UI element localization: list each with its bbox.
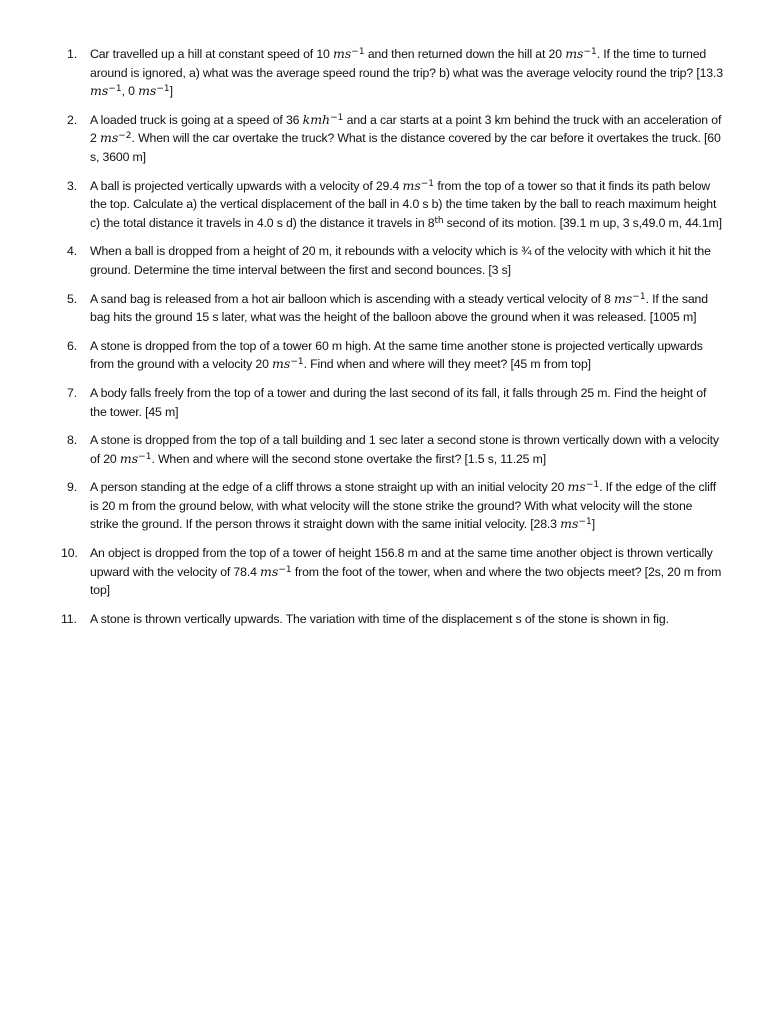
problem-4 [67,242,723,279]
problem-text [90,433,719,466]
problem-number: 1. [67,47,77,61]
unit-base: ms [99,130,119,146]
unit-expression [333,46,365,61]
unit-exponent: −1 [330,112,344,123]
unit-base: ms [402,177,421,193]
unit-exponent: −1 [583,47,597,57]
unit-base: ms [119,450,139,466]
problem-number: 3. [67,178,77,193]
unit-exponent: −1 [290,357,304,368]
unit-exponent: −1 [138,451,152,462]
text-run: A stone is thrown vertically upwards. The variation with time of the displacement s of the stone is shown in fig. [90,611,669,626]
text-run: A stone is dropped from the top of a tall building and 1 sec later a second stone is thrown vertically down with a velocity of 20 [90,433,719,466]
problem-7 [67,384,723,421]
problem-text [90,113,721,164]
unit-base: kmh [302,111,331,127]
unit-exponent: −1 [351,47,365,57]
text-run: When a ball is dropped from a height of 20 m, it rebounds with a velocity which is ¾ of the velocity with which it hit the ground. Determine the time interval between the first and second bounces. [3 s] [90,244,711,277]
text-run: A loaded truck is going at a speed of 36 [90,112,303,127]
unit-base: ms [614,290,633,306]
problem-text [90,480,716,531]
text-run: ] [591,517,595,532]
unit-exponent: −1 [585,480,600,491]
problem-number: 10. [61,546,78,561]
problem-number: 8. [67,433,77,448]
text-run: from the top of a tower so that it finds its path below the top. Calculate a) the vertical displacement of the ball in 4.0 s b) the time taken by the ball to reach maximum height c) the total distance it travels in 4.0 s d) the distance it travels in 8 [90,178,717,230]
problem-text [90,546,721,597]
unit-expression [138,83,170,98]
text-run: from the foot of the tower, when and where the two objects meet? [2s, 20 m from top] [90,564,722,598]
text-run: A stone is dropped from the top of a tower 60 m high. At the same time another stone is projected vertically upwards from the ground with a velocity 20 [90,338,703,372]
problem-6 [67,337,723,374]
text-run: , 0 [121,84,139,99]
text-run: second of its motion. [39.1 m up, 3 s,49.0 m, 44.1m] [443,215,722,230]
text-run: and a car starts at a point 3 km behind the truck with an acceleration of 2 [90,112,722,146]
problem-list [61,45,723,638]
unit-base: ms [567,479,586,495]
unit-base: ms [560,516,579,532]
problem-number: 2. [67,112,77,127]
unit-expression [90,83,122,98]
problem-number: 6. [67,338,77,353]
problem-text [90,292,708,325]
text-run: . If the sand bag hits the ground 15 s later, what was the height of the balloon above the ground when it was released. [1005 m] [90,291,708,325]
problem-3 [67,177,723,233]
problem-text [90,339,703,372]
problem-number: 7. [67,385,77,400]
problem-text [90,386,706,419]
problem-number: 5. [67,291,77,306]
unit-base: ms [260,563,279,579]
text-run: A person standing at the edge of a cliff throws a stone straight up with an initial velocity 20 [90,480,568,495]
problem-11 [61,610,723,629]
text-run: . When will the car overtake the truck? What is the distance covered by the car before it overtakes the truck. [60 s, 3600 m] [90,131,721,164]
problem-number: 11. [61,611,77,626]
text-run: and then returned down the hill at 20 [364,47,566,61]
unit-expression [565,46,597,61]
text-run: ] [169,84,173,99]
unit-exponent: −1 [278,564,292,575]
unit-base: ms [90,83,109,99]
ordinal-suffix: th [434,215,444,226]
unit-exponent: −1 [578,517,592,528]
text-run: Car travelled up a hill at constant speed of 10 [90,47,333,61]
unit-expression [614,291,646,306]
problem-text [90,47,723,98]
unit-expression [568,479,600,494]
text-run: A ball is projected vertically upwards with a velocity of 29.4 [90,178,403,193]
unit-exponent: −1 [420,178,435,189]
unit-expression [303,112,344,127]
unit-base: ms [272,356,291,372]
problem-9 [67,478,723,534]
problem-text [90,244,711,277]
problem-1 [67,45,723,101]
text-run: . If the edge of the cliff is 20 m from the ground below, with what velocity will the stone strike the ground? With what velocity will the stone strike the ground. If the person throws it straight down with the same initial velocity. [28.3 [90,480,716,532]
unit-exponent: −1 [632,291,646,302]
problem-number: 4. [67,244,77,259]
problem-number: 9. [67,480,77,495]
unit-expression [402,178,434,193]
problem-5 [67,290,723,327]
text-run: An object is dropped from the top of a tower of height 156.8 m and at the same time another object is thrown vertically upward with the velocity of 78.4 [90,546,713,579]
unit-expression [272,356,304,371]
problem-10 [61,544,723,600]
unit-expression [260,564,292,579]
unit-exponent: −1 [108,84,122,95]
problem-2 [67,111,723,167]
unit-base: ms [138,83,157,99]
unit-expression [100,130,132,145]
text-run: A body falls freely from the top of a tower and during the last second of its fall, it falls through 25 m. Find the height of the tower. [45 m] [90,385,707,419]
unit-expression [120,451,152,466]
unit-expression [560,516,592,531]
unit-base: ms [565,46,584,61]
problem-text [90,179,722,230]
unit-exponent: −2 [118,131,132,142]
text-run: . If the time to turned around is ignored, a) what was the average speed round the trip? b) what was the average velocity round the trip? [13.3 [90,47,723,80]
text-run: . Find when and where will they meet? [45 m from top] [303,357,591,372]
text-run: . When and where will the second stone overtake the first? [1.5 s, 11.25 m] [151,451,546,466]
unit-exponent: −1 [156,84,170,95]
problem-text [90,612,669,626]
problem-8 [67,431,723,468]
unit-base: ms [333,46,352,61]
text-run: A sand bag is released from a hot air balloon which is ascending with a steady vertical velocity of 8 [90,291,615,306]
